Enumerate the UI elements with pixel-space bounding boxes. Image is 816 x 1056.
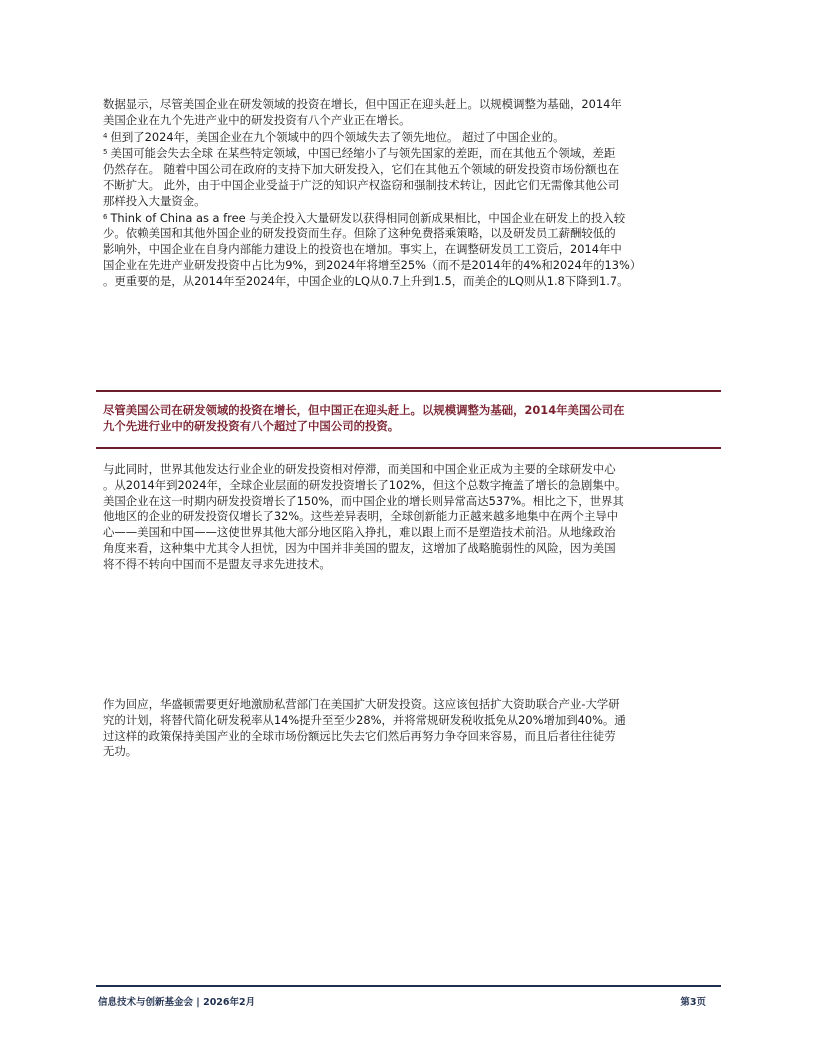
text-line: 影响外，中国企业在自身内部能力建设上的投资也在增加。事实上，在调整研发员工工资后，2014年中 — [103, 242, 622, 257]
pullquote-top-rule — [96, 390, 721, 392]
text-line: 作为回应，华盛顿需要更好地激励私营部门在美国扩大研发投资。这应该包括扩大资助联合产业-大学研 — [103, 697, 620, 711]
text-line: 美国企业在这一时期内研发投资增长了150%，而中国企业的增长则异常高达537%。相比之下，世界其 — [103, 493, 624, 508]
text-line: 心——美国和中国——这使世界其他大部分地区陷入挣扎，难以跟上而不是塑造技术前沿。从地缘政治 — [103, 525, 616, 540]
footer-rule — [96, 985, 721, 987]
text-line: 过这样的政策保持美国产业的全球市场份额远比失去它们然后再努力争夺回来容易，而且后者往往徒劳 — [103, 728, 616, 743]
text-line: 与此同时，世界其他发达行业企业的研发投资相对停滞，而美国和中国企业正成为主要的全球研发中心 — [103, 462, 616, 476]
text-line: 仍然存在。 随着中国公司在政府的支持下加大研发投入，它们在其他五个领域的研发投资市场份额也在 — [103, 162, 620, 177]
text-line: 无功。 — [103, 744, 138, 759]
text-line: 美国企业在九个先进产业中的研发投资有八个产业正在增长。 — [103, 112, 411, 127]
text-line: 将不得不转向中国而不是盟友寻求先进技术。 — [103, 556, 331, 571]
text-line: $^4$ 但到了2024年，美国企业在九个领域中的四个领域失去了领先地位。 超过了中国企业的。 — [103, 129, 565, 144]
text-line: 角度来看，这种集中尤其令人担忧，因为中国并非美国的盟友，这增加了战略脆弱性的风险，因为美国 — [103, 540, 616, 555]
text-line: 。更重要的是，从2014年至2024年，中国企业的LQ从0.7上升到1.5，而美企的LQ则从1.8下降到1.7。 — [103, 273, 629, 288]
pullquote-line: 尽管美国公司在研发领域的投资在增长，但中国正在迎头赶上。以规模调整为基础，2014年美国公司在 — [103, 403, 625, 417]
text-line: 。从2014年到2024年，全球企业层面的研发投资增长了102%，但这个总数字掩盖了增长的急剧集中。 — [103, 477, 627, 492]
footnote-marker: 5 — [103, 148, 108, 157]
body-paragraph-1 — [103, 97, 715, 290]
text-line: 不断扩大。 此外，由于中国企业受益于广泛的知识产权盗窃和强制技术转让，因此它们无需像其他公司 — [103, 177, 620, 192]
text-line: 他地区的企业的研发投资仅增长了32%。这些差异表明，全球创新能力正越来越多地集中在两个主导中 — [103, 509, 619, 524]
footnote-marker: 4 — [103, 131, 108, 140]
text-line: 少。依赖美国和其他外国企业的研发投资而生存。但除了这种免费搭乘策略，以及研发员工薪酬较低的 — [103, 226, 616, 241]
footnote-marker: 6 — [103, 212, 108, 221]
text-line: 国企业在先进产业研发投资中占比为9%，到2024年将增至25%（而不是2014年的4%和2024年的13%） — [103, 257, 642, 272]
text-line: $^5$ 美国可能会失去全球 在某些特定领域，中国已经缩小了与领先国家的差距，而在其他五个领域，差距 — [103, 146, 616, 161]
pullquote-bottom-rule — [96, 447, 721, 449]
page-number: 第3页 — [680, 997, 706, 1008]
text-line: 究的计划，将替代简化研发税率从14%提升至至少28%，并将常规研发税收抵免从20%增加到40%。通 — [103, 712, 626, 727]
text-line: 那样投入大量资金。 — [103, 193, 206, 208]
body-paragraph-2 — [103, 462, 715, 573]
pullquote — [103, 402, 715, 434]
text-line: $^6$ Think of China as a free 与美企投入大量研发以获得相同创新成果相比，中国企业在研发上的投入较 — [103, 210, 626, 225]
pullquote-line: 九个先进行业中的研发投资有八个超过了中国公司的投资。 — [103, 419, 400, 433]
footer-publisher-date: 信息技术与创新基金会 | 2026年2月 — [98, 997, 256, 1008]
body-paragraph-3 — [103, 697, 715, 760]
text-line: 数据显示，尽管美国企业在研发领域的投资在增长，但中国正在迎头赶上。以规模调整为基础，2014年 — [103, 97, 622, 111]
